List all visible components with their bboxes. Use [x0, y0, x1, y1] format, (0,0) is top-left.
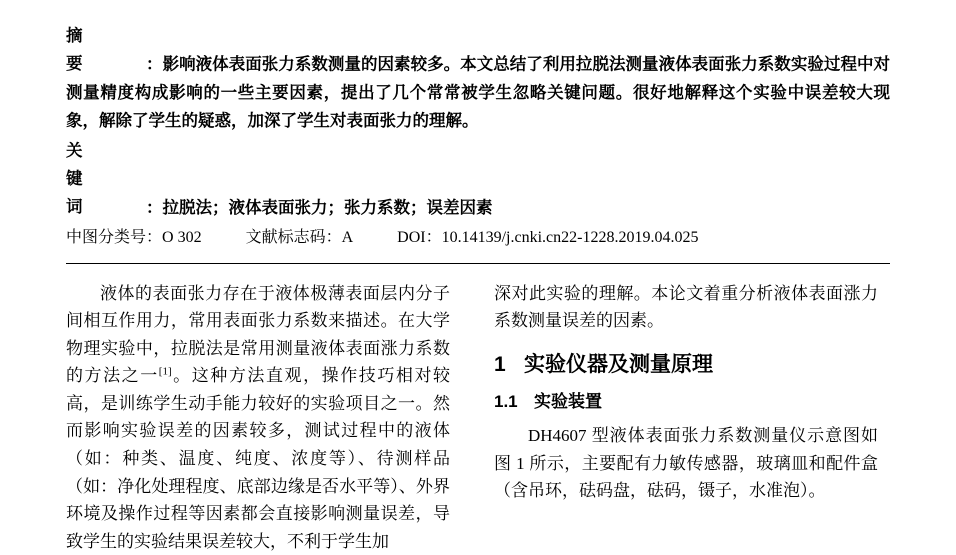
section-title: 实验仪器及测量原理 — [524, 352, 713, 376]
clc-value: O 302 — [162, 228, 202, 246]
paragraph-text-before-ref: 液体的表面张力存在于液体极薄表面层内分子间相互作用力，常用表面张力系数来描述。在大学物理实验中，拉脱法是常用测量液体表面涨力系数的方法之一 — [66, 283, 450, 386]
doi-value: 10.14139/j.cnki.cn22-1228.2019.04.025 — [441, 228, 699, 246]
subsection-heading — [494, 390, 878, 414]
citation-ref: [1] — [158, 365, 172, 378]
body-columns — [66, 280, 890, 555]
section-number: 1 — [494, 352, 506, 376]
paragraph: 深对此实验的理解。本论文着重分析液体表面涨力系数测量误差的因素。 — [494, 283, 878, 331]
document-code — [246, 224, 354, 251]
document-code-label: 文献标志码： — [245, 228, 342, 246]
abstract-text: 影响液体表面张力系数测量的因素较多。本文总结了利用拉脱法测量液体表面张力系数实验过程中对测量精度构成影响的一些主要因素，提出了几个常常被学生忽略关键问题。很好地解释这个实验中误差较大现象，解除了学生的疑惑，加深了学生对表面张力的理解。 — [66, 54, 891, 131]
subsection-number: 1.1 — [494, 392, 518, 412]
abstract-block — [66, 22, 890, 136]
keywords-line — [66, 137, 890, 222]
keywords-colon: ： — [146, 197, 163, 217]
paragraph — [66, 280, 450, 555]
right-column — [494, 280, 878, 555]
header-divider — [66, 263, 890, 264]
paragraph: DH4607 型液体表面张力系数测量仪示意图如图 1 所示，主要配有力敏传感器，玻璃皿和配件盒（含吊环，砝码盘，砝码，镊子，水准泡）。 — [494, 425, 878, 501]
paragraph-text-after-ref: 。这种方法直观，操作技巧相对较高，是训练学生动手能力较好的实验项目之一。然而影响实验误差的因素较多，测试过程中的液体（如：种类、温度、纯度、浓度等）、待测样品（如：净化处理程度、底部边缘是否水平等）、外界环境及操作过程等因素都会直接影响测量误差，导致学生的实验结果误差较大，不利于学生加 — [66, 366, 451, 551]
document-code-value: A — [341, 228, 354, 246]
abstract-label: 摘 要 — [66, 26, 161, 74]
subsection-title: 实验装置 — [534, 392, 602, 412]
doi — [397, 224, 698, 251]
clc-label: 中图分类号： — [66, 228, 163, 246]
section-heading — [494, 351, 878, 378]
keywords-text: 拉脱法；液体表面张力；张力系数；误差因素 — [162, 197, 493, 217]
keywords-label: 关 键 词 — [66, 140, 129, 217]
doi-label: DOI： — [397, 228, 442, 246]
meta-line — [66, 224, 890, 251]
clc-number — [66, 224, 202, 251]
abstract-colon: ： — [146, 54, 163, 74]
left-column — [66, 280, 450, 555]
